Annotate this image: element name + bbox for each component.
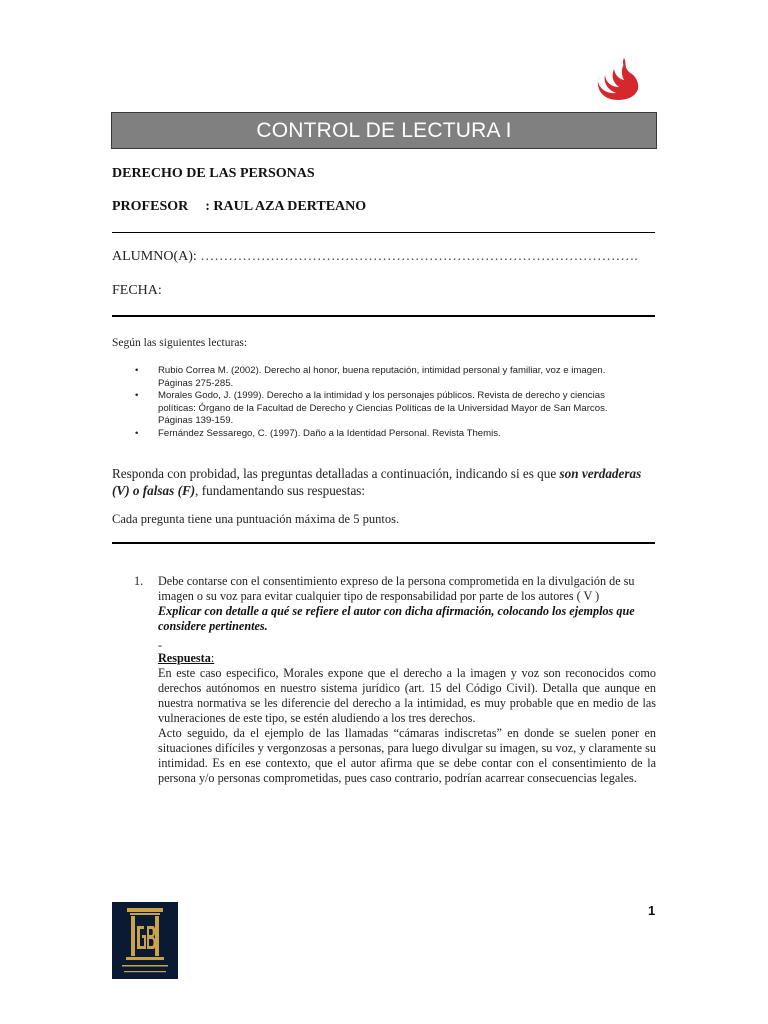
- readings-intro: Según las siguientes lecturas:: [112, 337, 248, 349]
- answer-paragraph: En este caso especifico, Morales expone que el derecho a la imagen y voz son reconocidos como derechos autónomos en nuestro sistema jurídico (art. 15 del Código Civil). Detalla que aunque en nuestra normativa se les diferencie del derecho a la intimidad, es muy probable que en medio de las vulneraciones de este tipo, se estén aludiendo a los tres derechos.: [158, 666, 656, 725]
- reading-item: [135, 428, 635, 441]
- course-name: DERECHO DE LAS PERSONAS: [112, 166, 315, 181]
- question-instruction: Explicar con detalle a qué se refiere el autor con dicha afirmación, colocando los ejemplos que considere pertinentes.: [158, 604, 635, 633]
- reading-item: [135, 390, 635, 428]
- instructions-paragraph: [112, 465, 657, 499]
- professor-name: : RAUL AZA DERTEANO: [205, 199, 367, 214]
- bullet-icon: •: [135, 365, 139, 376]
- bullet-icon: •: [135, 427, 139, 439]
- response-label: Respuesta :: [158, 651, 214, 666]
- divider-middle: [112, 315, 655, 317]
- dash-mark: -: [158, 638, 162, 652]
- footer-emblem-icon: [112, 902, 178, 979]
- reading-text: Rubio Correa M. (2002). Derecho al honor, buena reputación, intimidad personal y familiar, voz e imagen. Páginas 275-285.: [158, 365, 606, 389]
- readings-list: [135, 365, 635, 440]
- reading-text: Morales Godo, J. (1999). Derecho a la intimidad y los personajes públicos. Revista de derecho y ciencias políticas: Órgano de la Facultad de Derecho y Ciencias Políticas de la Universidad Mayor de San Marcos. Páginas 139-159.: [158, 390, 608, 426]
- points-note: Cada pregunta tiene una puntuación máxima de 5 puntos.: [112, 512, 400, 526]
- instructions-part1: Responda con probidad, las preguntas detalladas a continuación, indicando si es que: [112, 466, 560, 481]
- title-banner: [111, 112, 657, 149]
- document-title: CONTROL DE LECTURA I: [256, 118, 512, 142]
- question-number: 1.: [134, 574, 144, 588]
- university-logo-icon: [594, 56, 642, 102]
- bullet-icon: •: [135, 390, 139, 401]
- answer-paragraph: Acto seguido, da el ejemplo de las llamadas “cámaras indiscretas” en donde se suelen poner en situaciones difíciles y vergonzosas a personas, para luego divulgar su imagen, su voz, y claramente su intimidad. Es en ese contexto, que el autor afirma que se debe contar con el consentimiento de la persona y/o personas comprometidas, pues caso contrario, podrían acarrear consecuencias legales.: [158, 726, 656, 785]
- professor-line: [112, 199, 366, 215]
- reading-item: [135, 365, 635, 390]
- reading-text: Fernández Sessarego, C. (1997). Daño a la Identidad Personal. Revista Themis.: [158, 427, 501, 439]
- question-text: Debe contarse con el consentimiento expreso de la persona comprometida en la divulgación de su imagen o su voz para evitar cualquier tipo de responsabilidad por parte de los autores ( V ): [158, 574, 635, 603]
- divider-bottom: [112, 542, 655, 544]
- instructions-part2: , fundamentando sus respuestas:: [195, 483, 366, 498]
- instructions-emphasis: son verdaderas (V) o falsas (F): [112, 466, 642, 498]
- page-number: 1: [648, 903, 656, 918]
- student-blank: ………………………………………………………………………………….: [200, 249, 638, 264]
- divider-top: [112, 232, 655, 233]
- student-line: [112, 249, 638, 265]
- date-label: FECHA:: [112, 283, 162, 298]
- professor-label: PROFESOR: [112, 199, 189, 214]
- student-label: ALUMNO(A):: [112, 249, 197, 264]
- answer-text: [158, 666, 656, 786]
